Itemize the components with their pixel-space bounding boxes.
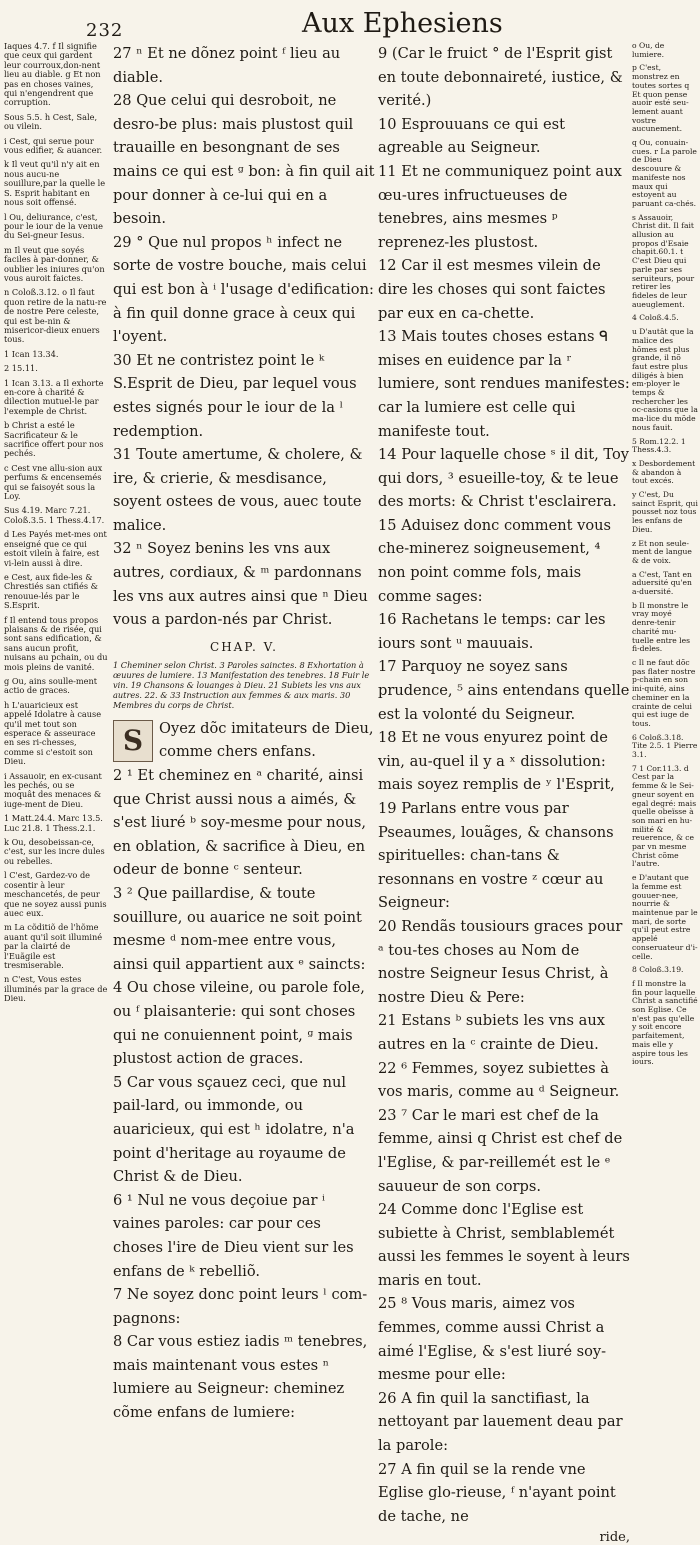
margin-note: 6 Coloß.3.18. Tite 2.5. 1 Pierre 3.1. [632,732,698,760]
margin-note: 2 15.11. [4,363,38,374]
verse: 3 ² Que paillardise, & toute souillure, ou auarice ne soit point mesme ᵈ nom-mee entre vous, ainsi quil appartient aux ᵉ saincts: [113,885,366,973]
verse: 31 Toute amertume, & cholere, & ire, & crierie, & mesdisance, soyent ostees de vous, auec toute malice. [113,446,363,534]
margin-note: Iaques 4.7. f Il signifie que ceux qui gardent leur courroux,don-nent lieu au diable. g Et non pas en choses vaines, qui n'engendrent que corruption. [4,41,101,108]
verse: 22 ⁶ Femmes, soyez subiettes à vos maris, comme au ᵈ Seigneur. [378,1059,620,1101]
verse: 23 ⁷ Car le mari est chef de la femme, ainsi q Christ est chef de l'Eglise, & par-reillemét est le ᵉ sauueur de son corps. [378,1106,623,1195]
verse: 16 Rachetans le temps: car les iours sont ᵘ mauuais. [378,611,606,652]
verse: 17 Parquoy ne soyez sans prudence, ⁵ ains entendans quelle est la volonté du Seigneur. [378,658,630,723]
margin-note: a C'est, Tant en aduersité qu'en a-duersité. [632,569,692,597]
verse: 19 Parlans entre vous par Pseaumes, louãges, & chansons spirituelles: chan-tans & resonnans en vostre ᶻ cœur au Seigneur: [378,800,614,912]
verse: 12 Car il est mesmes vilein de dire les choses qui sont faictes par eux en ca-chette. [378,257,606,322]
verse: 25 ⁸ Vous maris, aimez vos femmes, comme aussi Christ a aimé l'Eglise, & s'est liuré soy-mesme pour elle: [378,1295,607,1384]
margin-note: 1 Ican 13.34. [4,348,59,359]
verse: 28 Que celui qui desroboit, ne desro-be plus: mais plustost quil trauaille en besongnant de ses mains ce qui est ᵍ bon: à fin quil ait pour donner à ce-lui qui en a besoin. [113,92,375,228]
verse: 13 Mais toutes choses estans ᑫ mises en euidence par la ʳ lumiere, sont rendues manifestes: car la lumiere est celle qui manifeste tout. [378,328,630,440]
verse: 18 Et ne vous enyurez point de vin, au-quel il y a ˣ dissolution: mais soyez remplis de ʸ l'Esprit, [378,729,615,794]
running-title: Aux Ephesiens [302,8,503,39]
verse: 32 ⁿ Soyez benins les vns aux autres, cordiaux, & ᵐ pardonnans les vns aux autres ainsi que ⁿ Dieu vous a pardon-nés par Christ. [113,540,368,629]
main-text-left-column [113,42,375,1425]
verse: 27 A fin quil se la rende vne Eglise glo-rieuse, ᶠ n'ayant point de tache, ne [378,1460,616,1525]
page-number: 232 [86,20,124,41]
margin-note: i Assauoir, en ex-cusant les pechés, ou se moquât des menaces & iuge-ment de Dieu. [4,770,102,809]
verse: 6 ¹ Nul ne vous deçoiue par ⁱ vaines paroles: car pour ces choses l'ire de Dieu vient sur les enfans de ᵏ rebelliõ. [113,1191,354,1280]
margin-note: c Cest vne allu-sion aux perfums & encensemés qui se faisoyét sous la Loy. [4,462,103,502]
margin-note: u D'autât que la malice des hõmes est plus grande, il nõ faut estre plus diligés à bien em-ployer le temps & rechercher les oc-casions que la ma-lice du mõde nous fauit. [632,327,698,432]
verse: 20 Rendãs tousiours graces pour ᵃ tou-tes choses au Nom de nostre Seigneur Iesus Christ, à nostre Dieu & Pere: [378,917,623,1006]
margin-note: b Il monstre le vray moyé denre-tenir charité mu-tuelle entre les fi-deles. [632,600,690,654]
margin-note: p C'est, monstrez en toutes sortes q Et quon pense auoir esté seu-lement auant vostre aucunement. [632,63,690,134]
margin-note: n Coloß.3.12. o Il faut quon retire de la natu-re de nostre Pere celeste, qui est be-nin & misericor-dieux enuers tous. [4,287,107,345]
margin-note: d Les Payés met-mes ont enseigné que ce qui estoit vilein à faire, est vi-lein aussi à dire. [4,529,107,568]
margin-note: e D'autant que la femme est gouuer-nee, nourrie & maintenue par le mari, de sorte qu'il peut estre appelé conseruateur d'i-celle. [632,873,698,961]
main-text-right-column [378,42,630,1545]
margin-note: 4 Coloß.4.5. [632,313,679,323]
verse: 7 Ne soyez donc point leurs ˡ com-pagnons: [113,1286,368,1327]
chapter-opening [113,717,375,764]
verse: 27 ⁿ Et ne dõnez point ᶠ lieu au diable. [113,45,341,86]
margin-note: g Ou, ains soulle-ment actio de graces. [4,675,98,696]
margin-note: o Ou, de lumiere. [632,41,665,59]
verse: 21 Estans ᵇ subiets les vns aux autres en la ᶜ crainte de Dieu. [378,1012,605,1053]
margin-note: f Il entend tous propos plaisans & de risée, qui sont sans edification, & sans aucun profit, nuisans au pchain, ou du mois pleins de vanité. [4,614,108,672]
verse: 15 Aduisez donc comment vous che-minerez soigneusement, ⁴ non point comme fols, mais comme sages: [378,516,612,605]
verse: 10 Esprouuans ce qui est agreable au Seigneur. [378,115,565,157]
verse: 14 Pour laquelle chose ˢ il dit, Toy qui dors, ³ esueille-toy, & te leue des morts: & Christ t'esclairera. [378,446,630,511]
verse: 11 Et ne communiquez point aux œu-ures infructueuses de tenebres, ains mesmes ᵖ reprenez-les plustost. [378,162,622,251]
margin-note: Sous 5.5. h Cest, Sale, ou vilein. [4,111,98,132]
chapter-title: CHAP. V. [210,639,278,654]
catchword: ride, [599,1530,630,1545]
margin-note: x Desbordement & abandon à tout excés. [632,458,696,486]
margin-note: q Ou, conuain-cues. r La parole de Dieu descouure & manifeste nos maux qui estoyent au paruant ca-chés. [632,138,697,208]
left-margin-notes [4,42,108,1009]
verse: 30 Et ne contristez point le ᵏ S.Esprit de Dieu, par lequel vous estes signés pour le iour de la ˡ redemption. [113,351,357,440]
margin-note: l Ou, deliurance, c'est, pour le iour de la venue du Sei-gneur Iesus. [4,211,104,241]
verse: 5 Car vous sçauez ceci, que nul pail-lard, ou immonde, ou auaricieux, qui est ʰ idolatre, n'a point d'heritage au royaume de Christ & de Dieu. [113,1073,355,1186]
margin-note: f Il monstre la fin pour laquelle Christ a sanctifié son Eglise. Ce n'est pas qu'elle y soit encore parfaitement, mais elle y aspire tous les iours. [632,978,698,1067]
margin-note: m La cõditiõ de l'hõme auant qu'il soit illuminé par la clairté de l'Euãgile est tresmiserable. [4,922,103,970]
margin-note: 1 Ican 3.13. a Il exhorte en-core à charité & dilection mutuel-le par l'exemple de Christ. [4,377,104,416]
verse: 8 Car vous estiez iadis ᵐ tenebres, mais maintenant vous estes ⁿ lumiere au Seigneur: cheminez cõme enfans de lumiere: [113,1333,368,1422]
verse: 9 (Car le fruict ° de l'Esprit gist en toute debonnaireté, iustice, & verité.) [378,45,623,110]
margin-note: 7 1 Cor.11.3. d Cest par la femme & le Sei-gneur soyent en egal degré: mais quelle obeïsse à son mari en hu-milité & reuerence, & ce par vn mesme Christ cõme l'autre. [632,763,697,869]
verse: 4 Ou chose vileine, ou parole fole, ou ᶠ plaisanterie: qui sont choses qui ne conuiennent point, ᵍ mais plustost action de graces. [113,979,365,1068]
margin-note: h L'auaricieux est appelé Idolatre à cause qu'il met tout son esperace & asseurace en ses ri-chesses, comme si c'estoit son Dieu. [4,699,102,767]
margin-note: 8 Coloß.3.19. [632,965,684,975]
margin-note: b Christ a esté le Sacrificateur & le sacrifice offert pour nos pechés. [4,420,104,459]
verse: 26 A fin quil la sanctifiast, la nettoyant par lauement deau par la parole: [378,1389,623,1455]
right-margin-notes [632,42,698,1072]
verse: Oyez dõc imitateurs de Dieu, comme chers enfans. [159,719,374,761]
verse: 24 Comme donc l'Eglise est subiette à Christ, semblablemét aussi les femmes le soyent à leurs maris en tout. [378,1201,630,1289]
margin-note: k Ou, desobeissan-ce, c'est, sur les incre dules ou rebelles. [4,837,105,866]
verse: 2 ¹ Et cheminez en ᵃ charité, ainsi que Christ aussi nous a aimés, & s'est liuré ᵇ soy-mesme pour nous, en oblation, & sacrifice à Dieu, en odeur de bonne ᶜ senteur. [113,767,366,879]
margin-note: 5 Rom.12.2. 1 Thess.4.3. [632,436,686,455]
margin-note: z Et non seule-ment de langue & de voix. [632,538,692,565]
margin-note: k Il veut qu'il n'y ait en nous aucu-ne souillure,par la quelle le S. Esprit habitant en nous soit offensé. [4,159,106,208]
dropcap-initial: S [113,720,153,762]
chapter-summary: 1 Cheminer selon Christ. 3 Paroles sainctes. 8 Exhortation à œuures de lumiere. 13 Manifestation des tenebres. 18 Fuir le vin. 19 Chansons & louanges à Dieu. 21 Subiets les vns aux autres. 22. & 33 Instruction aux femmes & aux maris. 30 Membres du corps de Christ. [113,659,370,710]
page-header [0,8,700,42]
margin-note: c Il ne faut dõc pas flater nostre p-chain en son ini-quité, ains cheminer en la crainte de celui qui est iuge de tous. [632,658,696,728]
margin-note: y C'est, Du sainct Esprit, qui pousset noz tous les enfans de Dieu. [632,490,698,534]
margin-note: 1 Matt.24.4. Marc 13.5. Luc 21.8. 1 Thess.2.1. [4,813,103,833]
margin-note: s Assauoir, Christ dit. Il fait allusion au propos d'Esaie chapit.60.1. t C'est Dieu qui parle par ses seruiteurs, pour retirer les fideles de leur aueuglement. [632,212,695,309]
margin-note: i Cest, qui serue pour vous edifier, & auancer. [4,135,103,156]
margin-note: Sus 4.19. Marc 7.21. Coloß.3.5. 1 Thess.4.17. [4,505,105,525]
margin-note: e Cest, aux fide-les & Chrestiés san ctifiés & renouue-lés par le S.Esprit. [4,571,98,611]
margin-note: n C'est, Vous estes illuminés par la grace de Dieu. [4,974,108,1004]
verse: 29 ° Que nul propos ʰ infect ne sorte de vostre bouche, mais celui qui est bon à ⁱ l'usage d'edification: à fin quil donne grace à ceux qui l'oyent. [113,233,374,346]
margin-note: l C'est, Gardez-vo de cosentir à leur meschancetés, de peur que ne soyez aussi punis auec eux. [4,870,107,918]
margin-note: m Il veut que soyés faciles à par-donner, & oublier les iniures qu'on vous auroit faictes. [4,244,105,283]
